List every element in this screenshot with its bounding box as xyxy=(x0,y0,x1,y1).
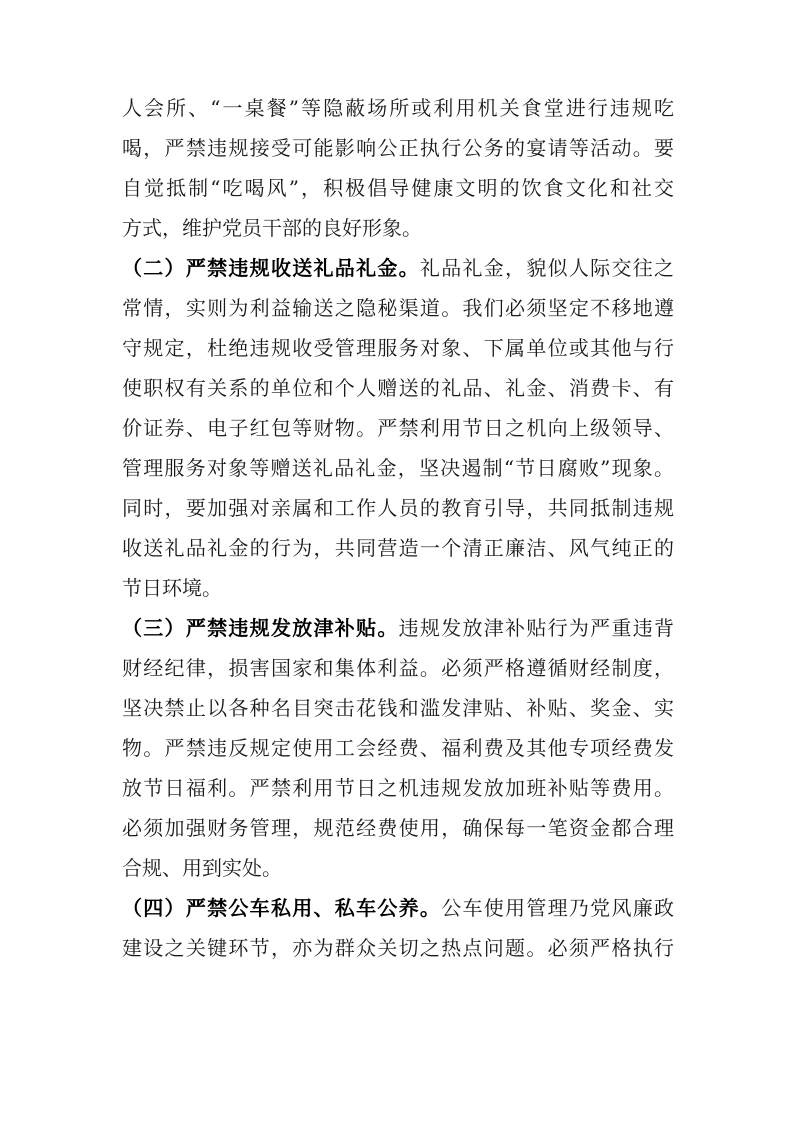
line-text: 同时，要加强对亲属和工作人员的教育引导，共同抵制违规 xyxy=(122,496,674,520)
section-heading-line xyxy=(122,254,674,282)
line-text: 礼品礼金，貌似人际交往之 xyxy=(419,256,674,280)
line-text: 人会所、“一桌餐”等隐蔽场所或利用机关食堂进行违规吃 xyxy=(122,96,674,120)
body-line xyxy=(122,774,674,802)
body-line xyxy=(122,934,674,962)
body-line xyxy=(122,574,674,602)
section-heading-line xyxy=(122,614,674,642)
line-text: 建设之关键环节，亦为群众关切之热点问题。必须严格执行 xyxy=(122,936,674,960)
section-heading-line xyxy=(122,894,674,922)
line-text: 喝，严禁违规接受可能影响公正执行公务的宴请等活动。要 xyxy=(122,136,674,160)
body-line xyxy=(122,854,674,882)
body-line xyxy=(122,454,674,482)
section-heading-4: （四）严禁公车私用、私车公养。 xyxy=(122,896,442,920)
line-text: 财经纪律，损害国家和集体利益。必须严格遵循财经制度， xyxy=(122,656,674,680)
line-text: 违规发放津补贴行为严重违背 xyxy=(398,616,674,640)
line-text: 坚决禁止以各种名目突击花钱和滥发津贴、补贴、奖金、实 xyxy=(122,696,674,720)
body-line xyxy=(122,334,674,362)
line-text: 使职权有关系的单位和个人赠送的礼品、礼金、消费卡、有 xyxy=(122,376,674,400)
line-text: 收送礼品礼金的行为，共同营造一个清正廉洁、风气纯正的 xyxy=(122,536,674,560)
body-line xyxy=(122,214,674,242)
body-line xyxy=(122,814,674,842)
line-text: 价证券、电子红包等财物。严禁利用节日之机向上级领导、 xyxy=(122,416,674,440)
body-line xyxy=(122,294,674,322)
body-line xyxy=(122,534,674,562)
line-text: 自觉抵制“吃喝风”，积极倡导健康文明的饮食文化和社交 xyxy=(122,176,674,200)
body-line xyxy=(122,734,674,762)
body-line xyxy=(122,94,674,122)
body-line xyxy=(122,654,674,682)
body-line xyxy=(122,414,674,442)
line-text: 合规、用到实处。 xyxy=(122,856,282,880)
line-text: 方式，维护党员干部的良好形象。 xyxy=(122,216,422,240)
section-heading-2: （二）严禁违规收送礼品礼金。 xyxy=(122,256,420,280)
line-text: 公车使用管理乃党风廉政 xyxy=(441,896,674,920)
line-text: 常情，实则为利益输送之隐秘渠道。我们必须坚定不移地遵 xyxy=(122,296,674,320)
line-text: 节日环境。 xyxy=(122,576,222,600)
line-text: 管理服务对象等赠送礼品礼金，坚决遏制“节日腐败”现象。 xyxy=(122,456,674,480)
body-line xyxy=(122,374,674,402)
body-line xyxy=(122,174,674,202)
line-text: 物。严禁违反规定使用工会经费、福利费及其他专项经费发 xyxy=(122,736,674,760)
line-text: 守规定，杜绝违规收受管理服务对象、下属单位或其他与行 xyxy=(122,336,674,360)
line-text: 必须加强财务管理，规范经费使用，确保每一笔资金都合理 xyxy=(122,816,674,840)
line-text: 放节日福利。严禁利用节日之机违规发放加班补贴等费用。 xyxy=(122,776,674,800)
body-line xyxy=(122,494,674,522)
section-heading-3: （三）严禁违规发放津补贴。 xyxy=(122,616,399,640)
body-line xyxy=(122,134,674,162)
body-line xyxy=(122,694,674,722)
